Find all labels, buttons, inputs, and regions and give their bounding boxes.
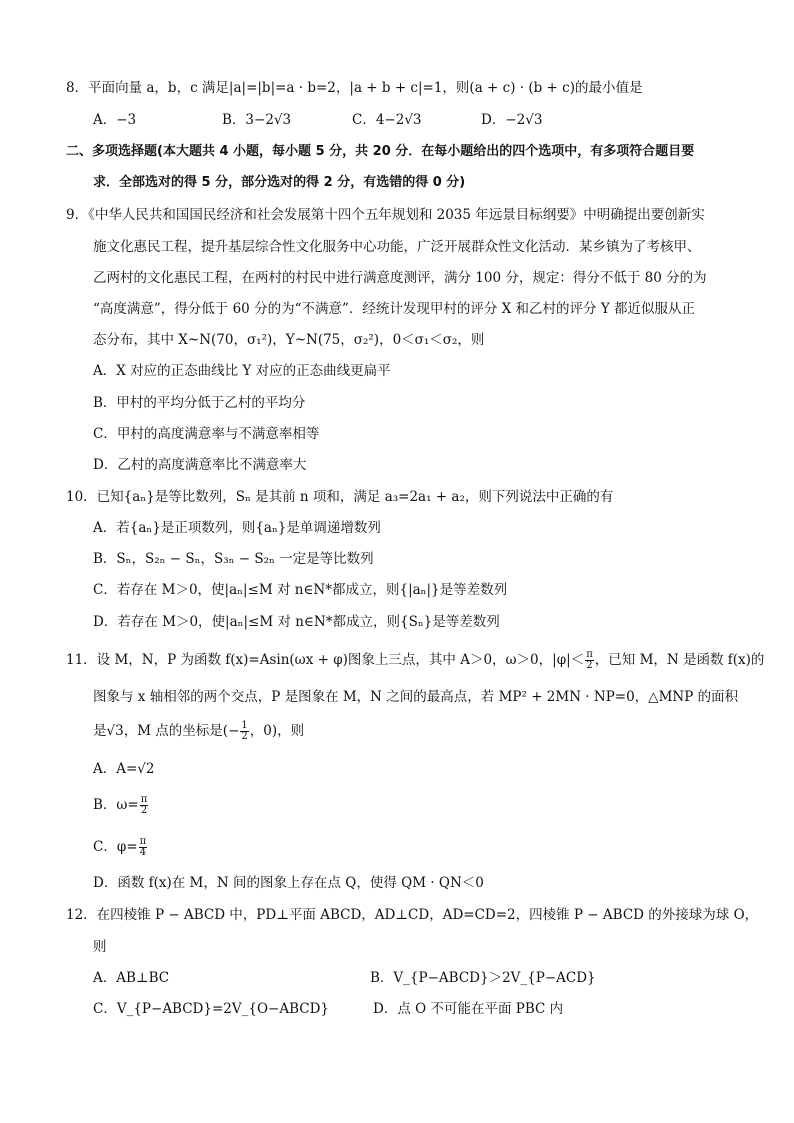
pi-over-4-fraction <box>139 837 148 858</box>
fraction-numerator: π <box>140 794 148 805</box>
q12-stem-line1: 12．在四棱锥 P − ABCD 中，PD⊥平面 ABCD，AD⊥CD，AD=CD=2，四棱锥 P − ABCD 的外接球为球 O， <box>66 907 759 923</box>
q10-stem: 10．已知{aₙ}是等比数列，Sₙ 是其前 n 项和，满足 a₃=2a₁ + a₂，则下列说法中正确的有 <box>66 489 614 505</box>
q12-option-a: A．AB⊥BC <box>93 970 170 986</box>
fraction-denominator: 2 <box>586 660 593 671</box>
q9-stem-line1: 9．《中华人民共和国国民经济和社会发展第十四个五年规划和 2035 年远景目标纲要》中明确提出要创新实 <box>66 207 705 223</box>
q10-option-a: A．若{aₙ}是正项数列，则{aₙ}是单调递增数列 <box>93 520 381 536</box>
q9-stem-line3: 乙两村的文化惠民工程，在两村的村民中进行满意度测评，满分 100 分，规定：得分不低于 80 分的为 <box>93 270 707 286</box>
fraction-denominator: 2 <box>241 731 248 742</box>
fraction-numerator: π <box>139 836 147 847</box>
q8-option-a: A．−3 <box>93 112 137 128</box>
q11-stem-line1-part2: ，已知 M，N 是函数 f(x)的 <box>594 652 765 668</box>
pi-over-2-fraction <box>585 650 594 671</box>
q10-option-d: D．若存在 M＞0，使|aₙ|≤M 对 n∈N*都成立，则{Sₙ}是等差数列 <box>93 614 500 630</box>
q11-stem-line2: 图象与 x 轴相邻的两个交点，P 是图象在 M，N 之间的最高点，若 MP² + 2MN · NP=0，△MNP 的面积 <box>93 689 739 705</box>
q12-stem-line2: 则 <box>93 939 107 955</box>
q10-option-c: C．若存在 M＞0，使|aₙ|≤M 对 n∈N*都成立，则{|aₙ|}是等差数列 <box>93 582 508 598</box>
q8-stem: 8．平面向量 a，b，c 满足|a|=|b|=a · b=2，|a + b + c|=1，则(a + c) · (b + c)的最小值是 <box>66 80 643 96</box>
section2-instructions-line2: 求．全部选对的得 5 分，部分选对的得 2 分，有选错的得 0 分) <box>93 175 466 190</box>
q9-option-a: A．X 对应的正态曲线比 Y 对应的正态曲线更扁平 <box>93 363 391 379</box>
q12-option-c: C．V_{P−ABCD}=2V_{O−ABCD} <box>93 1001 330 1017</box>
q11-stem-line3-part1: 是√3，M 点的坐标是(− <box>93 723 240 739</box>
fraction-denominator: 4 <box>139 847 147 858</box>
q8-option-c: C．4−2√3 <box>352 112 422 128</box>
q11-stem-line1-part1: 11．设 M，N，P 为函数 f(x)=Asin(ωx + φ)图象上三点，其中 A＞0，ω＞0，|φ|＜ <box>66 652 585 668</box>
q9-stem-line4: “高度满意”，得分低于 60 分的为“不满意”．经统计发现甲村的评分 X 和乙村的评分 Y 都近似服从正 <box>93 301 696 317</box>
q9-option-d: D．乙村的高度满意率比不满意率大 <box>93 457 307 473</box>
q9-stem-line2: 施文化惠民工程，提升基层综合性文化服务中心功能，广泛开展群众性文化活动．某乡镇为了考核甲、 <box>93 239 701 255</box>
q11-stem-line3-part2: ，0)，则 <box>249 723 305 739</box>
q11-option-a: A．A=√2 <box>93 761 155 777</box>
fraction-denominator: 2 <box>140 805 148 816</box>
one-half-fraction <box>240 721 248 742</box>
q11-stem-line3 <box>93 721 304 742</box>
fraction-numerator: 1 <box>241 720 248 731</box>
section2-instructions-line1: 二、多项选择题(本大题共 4 小题，每小题 5 分，共 20 分．在每小题给出的四个选项中，有多项符合题目要 <box>66 144 695 159</box>
q11-option-c-label: C．φ= <box>93 839 138 855</box>
q9-stem-line5: 态分布，其中 X~N(70，σ₁²)，Y~N(75，σ₂²)，0＜σ₁＜σ₂，则 <box>93 332 485 348</box>
pi-over-2-fraction <box>140 795 149 816</box>
q9-option-c: C．甲村的高度满意率与不满意率相等 <box>93 426 320 442</box>
q11-stem-line1 <box>66 650 764 671</box>
q8-option-d: D．−2√3 <box>481 112 543 128</box>
q11-option-b-label: B．ω= <box>93 797 139 813</box>
fraction-numerator: π <box>586 649 593 660</box>
q12-option-b: B．V_{P−ABCD}＞2V_{P−ACD} <box>370 970 596 986</box>
q8-option-b: B．3−2√3 <box>222 112 292 128</box>
q9-option-b: B．甲村的平均分低于乙村的平均分 <box>93 395 306 411</box>
q12-option-d: D．点 O 不可能在平面 PBC 内 <box>373 1001 564 1017</box>
q11-option-d: D．函数 f(x)在 M，N 间的图象上存在点 Q，使得 QM · QN＜0 <box>93 875 484 891</box>
q11-option-c <box>93 837 148 858</box>
q11-option-b <box>93 795 149 816</box>
q10-option-b: B．Sₙ，S₂ₙ − Sₙ，S₃ₙ − S₂ₙ 一定是等比数列 <box>93 551 374 567</box>
